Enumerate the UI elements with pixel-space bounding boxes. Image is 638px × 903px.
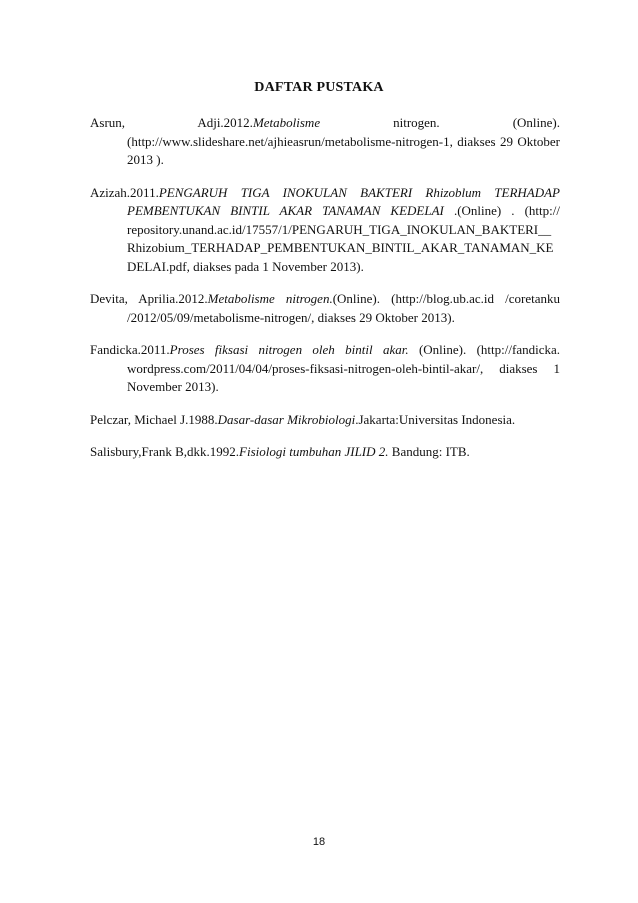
reference-text: nitrogen. (Online).(http://www.slideshare.net/ajhieasrun/metabolisme-nitrogen-1, diakses 29 Oktober 2013 ).: [127, 115, 560, 167]
reference-italic-title: Proses fiksasi nitrogen oleh bintil akar.: [169, 342, 409, 357]
reference-text: Devita, Aprilia.2012.: [90, 291, 208, 306]
reference-text: Fandicka.2011.: [90, 342, 170, 357]
reference-text: (Online). (http://blog.ub.ac.id /coretanku /2012/05/09/metabolisme-nitrogen/, diakses 29 Oktober 2013).: [127, 291, 560, 325]
reference-text: Asrun, Adji.2012.: [90, 115, 253, 130]
page-number: 18: [312, 836, 326, 848]
reference-italic-title: Metabolisme nitrogen.: [207, 291, 333, 306]
reference-text: (Online). (http://fandicka. wordpress.com/2011/04/04/proses-fiksasi-nitrogen-oleh-bintil-akar/, diakses 1 November 2013).: [127, 342, 560, 394]
reference-text: Azizah.2011.: [90, 184, 159, 200]
reference-text: .Jakarta:Universitas Indonesia.: [355, 411, 516, 427]
reference-entry: [90, 290, 560, 327]
reference-entry: [90, 184, 560, 277]
reference-text: .(Online) . (http:// repository.unand.ac.id/17557/1/PENGARUH_TIGA_INOKULAN_BAKTERI__ Rhizobium_TERHADAP_PEMBENTUKAN_BINTIL_AKAR_TANAMAN_KE DELAI.pdf, diakses pada 1 November 2013).: [127, 203, 560, 274]
reference-entry: [90, 411, 560, 430]
reference-text: Salisbury,Frank B,dkk.1992.: [90, 444, 240, 459]
reference-italic-title: PENGARUH TIGA INOKULAN BAKTERI Rhizoblum TERHADAP PEMBENTUKAN BINTIL AKAR TANAMAN KEDELAI: [127, 184, 560, 218]
reference-list: [90, 114, 560, 476]
reference-italic-title: Dasar-dasar Mikrobiologi: [217, 411, 356, 427]
page-title: DAFTAR PUSTAKA: [254, 80, 384, 95]
reference-entry: [90, 114, 560, 170]
reference-entry: [90, 341, 560, 397]
reference-text: Bandung: ITB.: [388, 444, 470, 459]
reference-italic-title: Fisiologi tumbuhan JILID 2.: [239, 444, 389, 459]
reference-italic-title: Metabolisme: [252, 115, 321, 130]
reference-text: Pelczar, Michael J.1988.: [90, 411, 218, 427]
reference-entry: [90, 443, 560, 462]
